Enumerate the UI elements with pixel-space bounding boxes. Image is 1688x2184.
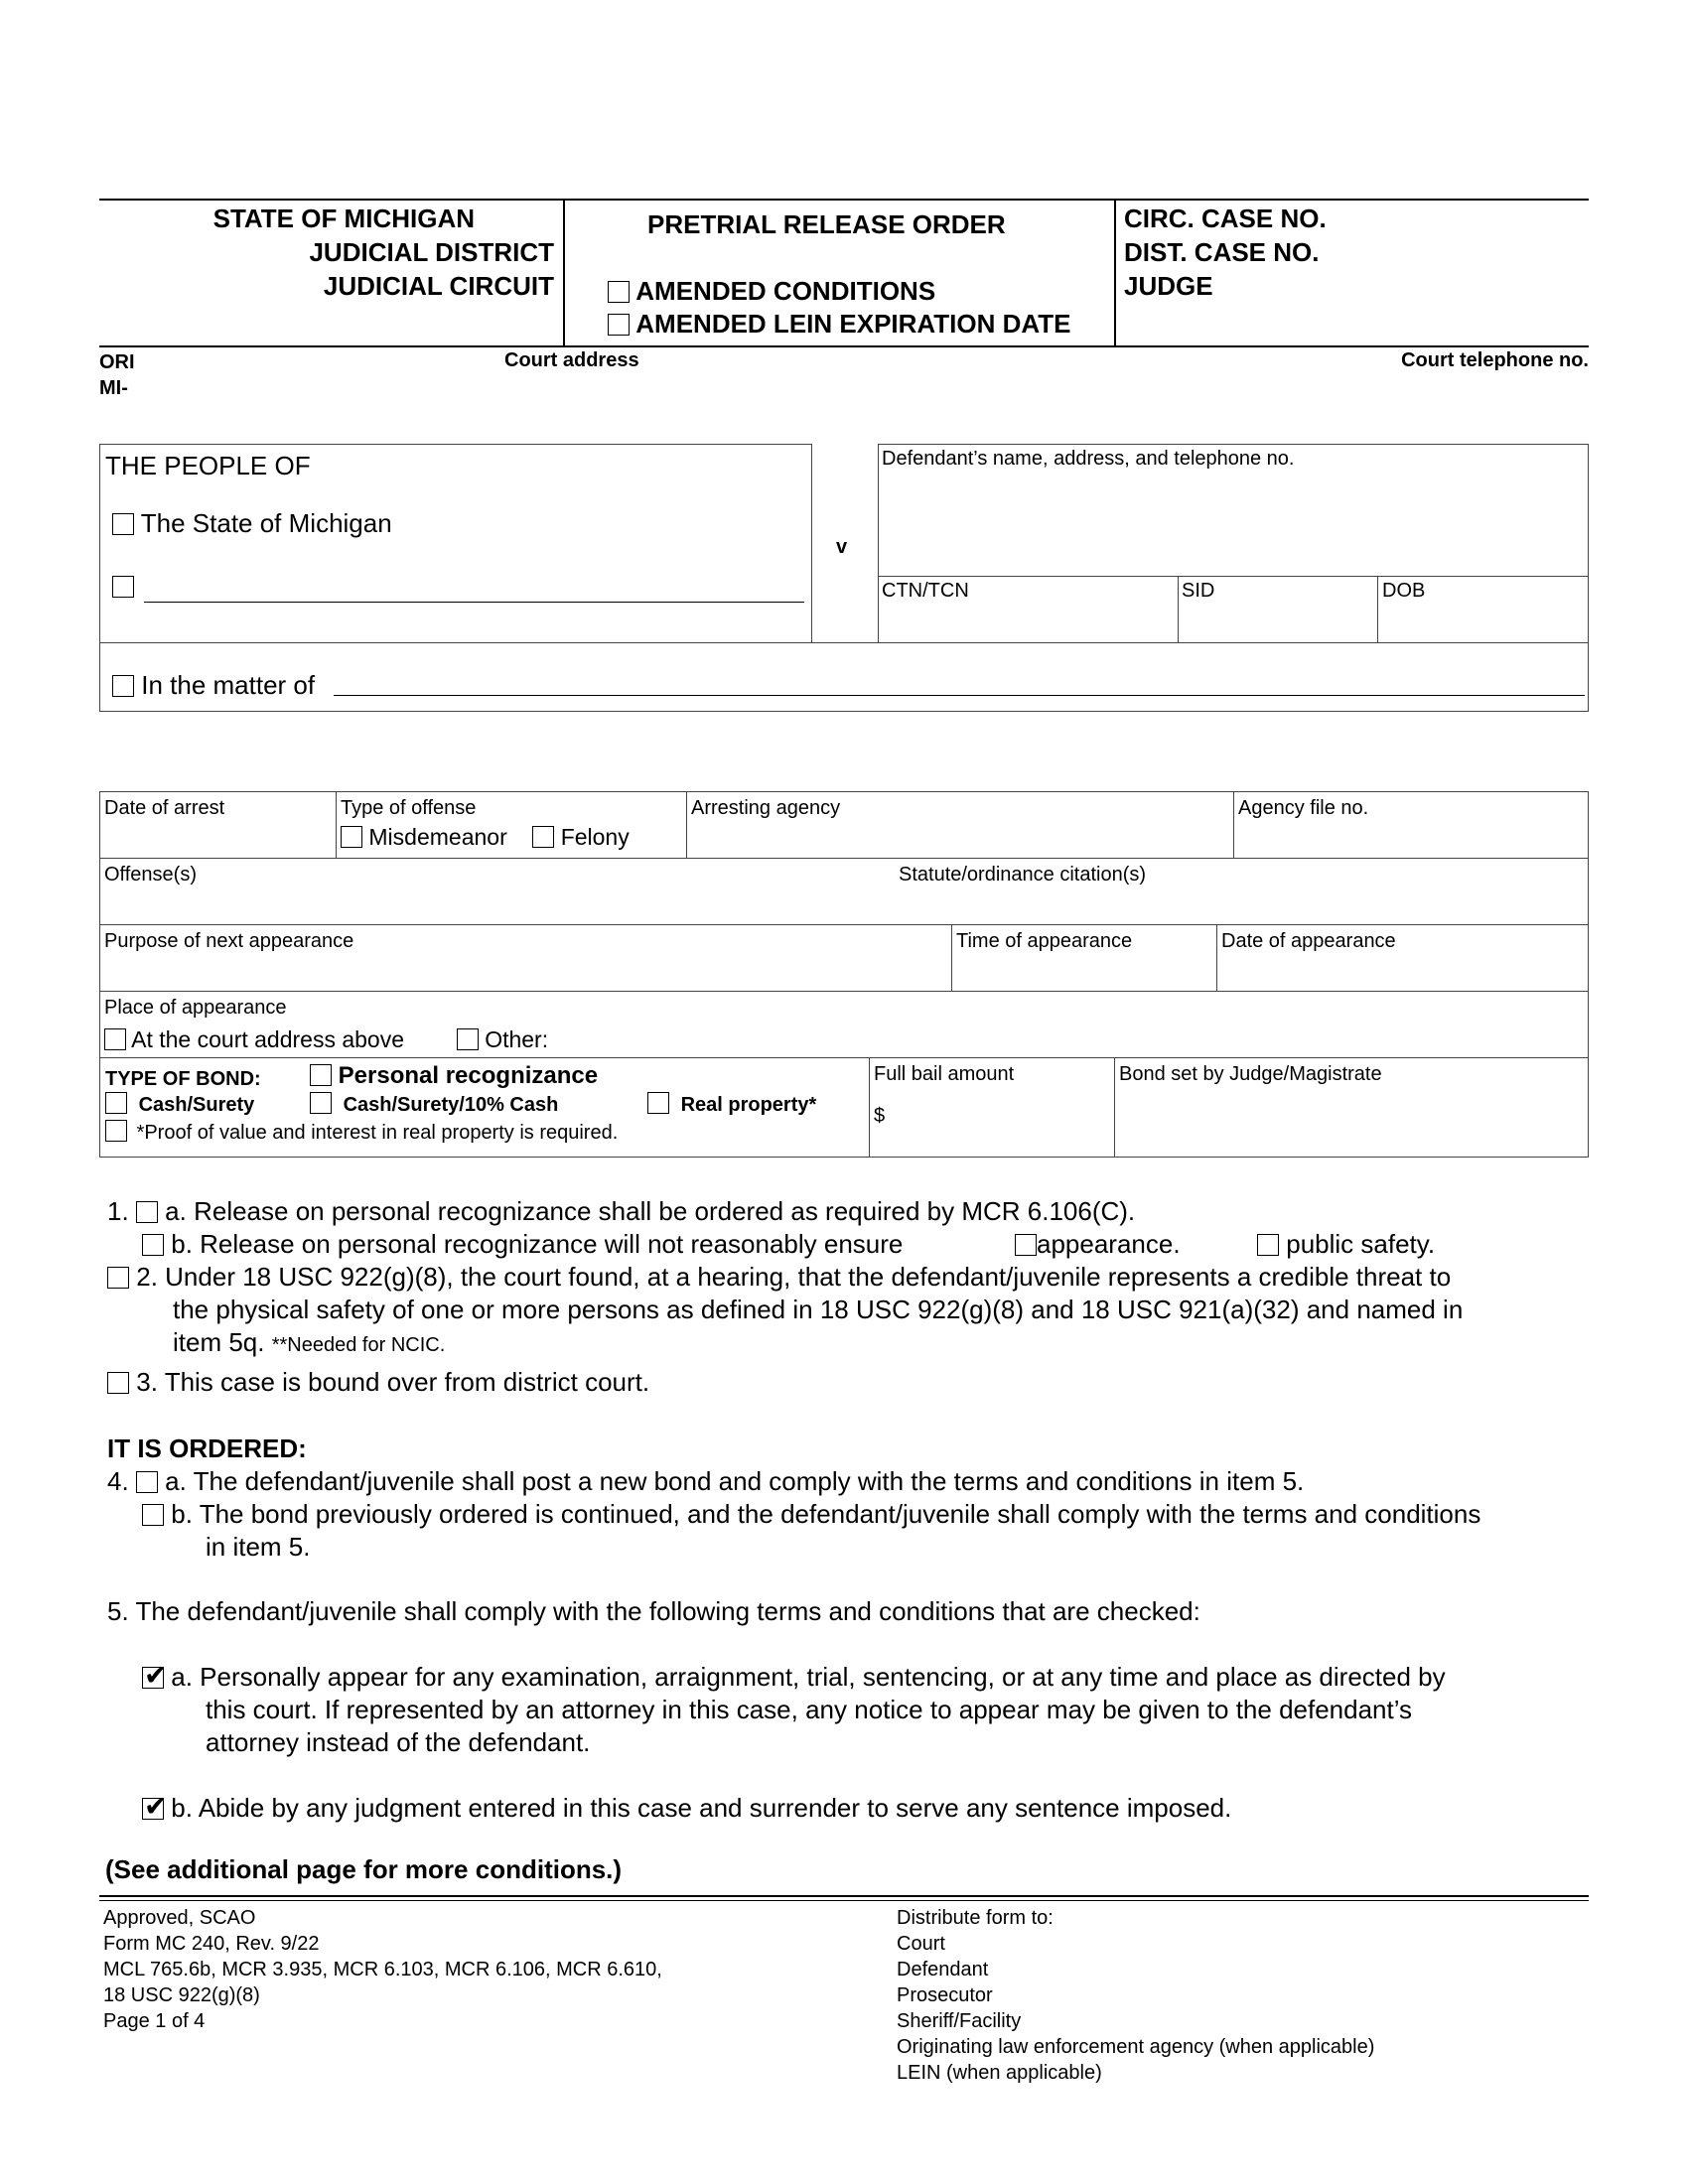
footer-left: [103, 1905, 662, 2034]
dob-divider: [1377, 576, 1378, 643]
misdemeanor-label: Misdemeanor: [368, 824, 507, 850]
real-property-option[interactable]: [647, 1092, 816, 1117]
item-5b-letter: b.: [171, 1793, 193, 1823]
court-address-label: Court address: [504, 349, 639, 371]
item-4-number: 4.: [107, 1466, 129, 1496]
item-4a-checkbox[interactable]: [136, 1471, 158, 1493]
it-is-ordered-heading: IT IS ORDERED:: [107, 1433, 307, 1463]
date-of-appearance-label: Date of appearance: [1221, 930, 1396, 952]
defendant-label: Defendant’s name, address, and telephone no.: [882, 448, 1295, 470]
ctn-label: CTN/TCN: [882, 580, 969, 602]
cash-surety-checkbox[interactable]: [105, 1092, 127, 1114]
mi-label: MI-: [99, 377, 128, 399]
other-people-option[interactable]: [112, 576, 134, 600]
item-3-number: 3.: [136, 1367, 158, 1397]
court-block: [99, 202, 554, 303]
felony-checkbox[interactable]: [532, 826, 554, 848]
amended-lein-option[interactable]: [608, 307, 1070, 341]
usc-citation: 18 USC 922(g)(8): [103, 1984, 260, 2006]
offense-type-options: [341, 825, 682, 849]
type-of-bond-label: TYPE OF BOND:: [105, 1068, 261, 1090]
item-2-checkbox[interactable]: [107, 1267, 129, 1289]
distribute-item: Defendant: [897, 1959, 989, 1980]
matter-option[interactable]: [112, 669, 315, 702]
item-4b-checkbox[interactable]: [142, 1504, 164, 1526]
public-safety-checkbox[interactable]: [1257, 1234, 1279, 1256]
item-5-number: 5.: [107, 1596, 129, 1626]
item-3-text: This case is bound over from district court.: [164, 1367, 650, 1397]
item-4b: [142, 1498, 1480, 1531]
item-2: [107, 1261, 1451, 1294]
item-3: [107, 1366, 649, 1399]
amended-conditions-option[interactable]: [608, 274, 935, 308]
item-5a-line-2: this court. If represented by an attorney in this case, any notice to appear may be given to the defendant’s: [206, 1695, 1413, 1724]
state-of-michigan: STATE OF MICHIGAN: [212, 204, 475, 233]
page-number: Page 1 of 4: [103, 2010, 206, 2032]
matter-checkbox[interactable]: [112, 675, 134, 697]
header-divider-1: [563, 199, 565, 347]
header-bottom-rule: [99, 345, 1589, 347]
circ-case-no: CIRC. CASE NO.: [1124, 204, 1327, 233]
amended-conditions-label: AMENDED CONDITIONS: [635, 276, 936, 306]
defendant-divider: [878, 576, 1589, 577]
item-5a: [142, 1661, 1446, 1694]
place-label: Place of appearance: [104, 997, 287, 1019]
item-1-number: 1.: [107, 1196, 129, 1226]
distribute-label: Distribute form to:: [897, 1907, 1054, 1929]
item-1a-text: Release on personal recognizance shall be ordered as required by MCR 6.106(C).: [194, 1196, 1136, 1226]
matter-label: In the matter of: [141, 670, 316, 700]
bond-set-by-label: Bond set by Judge/Magistrate: [1119, 1063, 1382, 1085]
item-4b-line-1: The bond previously ordered is continued, and the defendant/juvenile shall comply with the terms and conditions: [199, 1499, 1481, 1529]
cash-surety-option[interactable]: [105, 1092, 254, 1117]
felony-label: Felony: [560, 824, 630, 850]
dollar-sign: $: [874, 1105, 886, 1127]
case-numbers: [1124, 202, 1327, 303]
item-2-line-3: [173, 1326, 445, 1359]
item-5a-line-3: attorney instead of the defendant.: [206, 1727, 591, 1757]
distribute-item: Prosecutor: [897, 1984, 993, 2006]
other-place-label: Other:: [485, 1026, 549, 1052]
item-5-text: The defendant/juvenile shall comply with the following terms and conditions that are checked:: [135, 1596, 1200, 1626]
personal-recognizance-checkbox[interactable]: [310, 1064, 332, 1086]
real-property-checkbox[interactable]: [647, 1092, 669, 1114]
agency-file-cell[interactable]: [1233, 791, 1589, 859]
statute-label: Statute/ordinance citation(s): [899, 864, 1147, 886]
see-additional-note: (See additional page for more conditions.): [105, 1854, 623, 1884]
sid-divider: [1178, 576, 1179, 643]
item-1a-letter: a.: [165, 1196, 187, 1226]
sid-label: SID: [1182, 580, 1215, 602]
proof-option[interactable]: [105, 1120, 618, 1145]
full-bail-label: Full bail amount: [874, 1063, 1015, 1085]
purpose-cell[interactable]: [99, 924, 952, 992]
item-1b-checkbox[interactable]: [142, 1234, 164, 1256]
header-divider-2: [1114, 199, 1116, 347]
item-1a: [107, 1195, 1135, 1228]
item-1a-checkbox[interactable]: [136, 1201, 158, 1223]
footer-distribution: [897, 1905, 1374, 2086]
proof-checkbox[interactable]: [105, 1120, 127, 1142]
cash-surety-10-checkbox[interactable]: [310, 1092, 332, 1114]
agency-file-label: Agency file no.: [1238, 797, 1369, 819]
item-1b-text: Release on personal recognizance will not reasonably ensure: [200, 1229, 904, 1259]
item-4a-letter: a.: [165, 1466, 187, 1496]
judge-label: JUDGE: [1124, 271, 1213, 301]
mcl-citations: MCL 765.6b, MCR 3.935, MCR 6.103, MCR 6.106, MCR 6.610,: [103, 1959, 662, 1980]
appearance-option[interactable]: [1015, 1228, 1181, 1261]
at-court-checkbox[interactable]: [104, 1028, 126, 1050]
arresting-agency-label: Arresting agency: [691, 797, 841, 819]
item-4a-text: The defendant/juvenile shall post a new bond and comply with the terms and conditions in item 5.: [193, 1466, 1305, 1496]
full-bail-cell[interactable]: [869, 1057, 1115, 1158]
offenses-cell[interactable]: [99, 858, 1589, 925]
form-number: Form MC 240, Rev. 9/22: [103, 1933, 320, 1955]
court-telephone-label: Court telephone no.: [1401, 349, 1589, 371]
cash-surety-label: Cash/Surety: [138, 1094, 255, 1116]
type-of-offense-cell: [336, 791, 687, 859]
other-people-line[interactable]: [144, 602, 804, 603]
item-4b-line-2: in item 5.: [206, 1532, 311, 1562]
approved-scao: Approved, SCAO: [103, 1907, 256, 1929]
distribute-item: Originating law enforcement agency (when applicable): [897, 2036, 1375, 2058]
people-of-label: THE PEOPLE OF: [105, 451, 311, 480]
defendant-box: [878, 444, 1589, 643]
proof-label: *Proof of value and interest in real property is required.: [136, 1122, 619, 1144]
personal-recognizance-option[interactable]: [310, 1062, 598, 1090]
date-of-arrest-label: Date of arrest: [104, 797, 225, 819]
item-3-checkbox[interactable]: [107, 1372, 129, 1394]
item-2-line-2: the physical safety of one or more persons as defined in 18 USC 922(g)(8) and 18 USC 921(a)(32) and named in: [173, 1295, 1464, 1324]
cash-surety-10-option[interactable]: [310, 1092, 558, 1117]
item-5b-checkbox[interactable]: [142, 1798, 164, 1820]
public-safety-option[interactable]: [1257, 1228, 1435, 1261]
other-people-checkbox[interactable]: [112, 576, 134, 598]
amended-lein-label: AMENDED LEIN EXPIRATION DATE: [635, 309, 1071, 339]
judicial-circuit: JUDICIAL CIRCUIT: [323, 271, 554, 301]
item-5a-letter: a.: [171, 1662, 193, 1692]
form-title: PRETRIAL RELEASE ORDER: [647, 209, 1006, 239]
header-top-rule: [99, 199, 1589, 201]
item-2-number: 2.: [136, 1262, 158, 1292]
footer-rule-2: [99, 1900, 1589, 1901]
place-options: [104, 1027, 1584, 1051]
item-4a: [107, 1465, 1304, 1498]
distribute-item: Sheriff/Facility: [897, 2010, 1022, 2032]
state-of-michigan-label: The State of Michigan: [140, 508, 392, 538]
appearance-checkbox[interactable]: [1015, 1234, 1037, 1256]
state-of-michigan-option[interactable]: [112, 507, 392, 540]
item-5b: [142, 1792, 1231, 1825]
ori-block: [99, 349, 135, 401]
dob-label: DOB: [1382, 580, 1426, 602]
item-5b-text: Abide by any judgment entered in this case and surrender to serve any sentence imposed.: [198, 1793, 1232, 1823]
personal-recognizance-label: Personal recognizance: [338, 1062, 599, 1089]
time-of-appearance-label: Time of appearance: [956, 930, 1133, 952]
item-5a-checkbox[interactable]: [142, 1667, 164, 1689]
dist-case-no: DIST. CASE NO.: [1124, 237, 1320, 267]
public-safety-label: public safety.: [1286, 1229, 1436, 1259]
other-place-checkbox[interactable]: [457, 1028, 479, 1050]
amended-conditions-checkbox[interactable]: [608, 281, 630, 303]
misdemeanor-checkbox[interactable]: [341, 826, 362, 848]
item-1b: [142, 1228, 903, 1261]
date-of-arrest-cell[interactable]: [99, 791, 337, 859]
item-2-line-1: Under 18 USC 922(g)(8), the court found, at a hearing, that the defendant/juvenile represents a credible threat to: [165, 1262, 1452, 1292]
date-of-appearance-cell[interactable]: [1216, 924, 1589, 992]
arresting-agency-cell[interactable]: [686, 791, 1234, 859]
item-5a-line-1: Personally appear for any examination, arraignment, trial, sentencing, or at any time and place as directed by: [200, 1662, 1446, 1692]
purpose-label: Purpose of next appearance: [104, 930, 354, 952]
type-of-offense-label: Type of offense: [341, 797, 477, 819]
item-5: [107, 1595, 1200, 1628]
at-court-label: At the court address above: [131, 1026, 405, 1052]
amended-lein-checkbox[interactable]: [608, 314, 630, 336]
cash-surety-10-label: Cash/Surety/10% Cash: [343, 1094, 559, 1116]
matter-line[interactable]: [334, 695, 1585, 696]
judicial-district: JUDICIAL DISTRICT: [309, 237, 554, 267]
appearance-label: appearance.: [1037, 1229, 1181, 1259]
footer-rule-1: [99, 1895, 1589, 1897]
matter-box: [99, 642, 1589, 712]
ori-label: ORI: [99, 351, 135, 373]
versus-label: v: [836, 536, 848, 558]
ncic-note: **Needed for NCIC.: [271, 1334, 446, 1356]
state-of-michigan-checkbox[interactable]: [112, 513, 134, 535]
real-property-label: Real property*: [680, 1094, 817, 1116]
time-of-appearance-cell[interactable]: [951, 924, 1217, 992]
place-cell: [99, 991, 1589, 1058]
offenses-label: Offense(s): [104, 864, 197, 886]
item-2-item-5q: item 5q.: [173, 1327, 265, 1357]
item-1b-letter: b.: [171, 1229, 193, 1259]
item-4b-letter: b.: [171, 1499, 193, 1529]
bond-set-by-cell[interactable]: [1114, 1057, 1589, 1158]
distribute-item: LEIN (when applicable): [897, 2062, 1102, 2084]
distribute-item: Court: [897, 1933, 945, 1955]
